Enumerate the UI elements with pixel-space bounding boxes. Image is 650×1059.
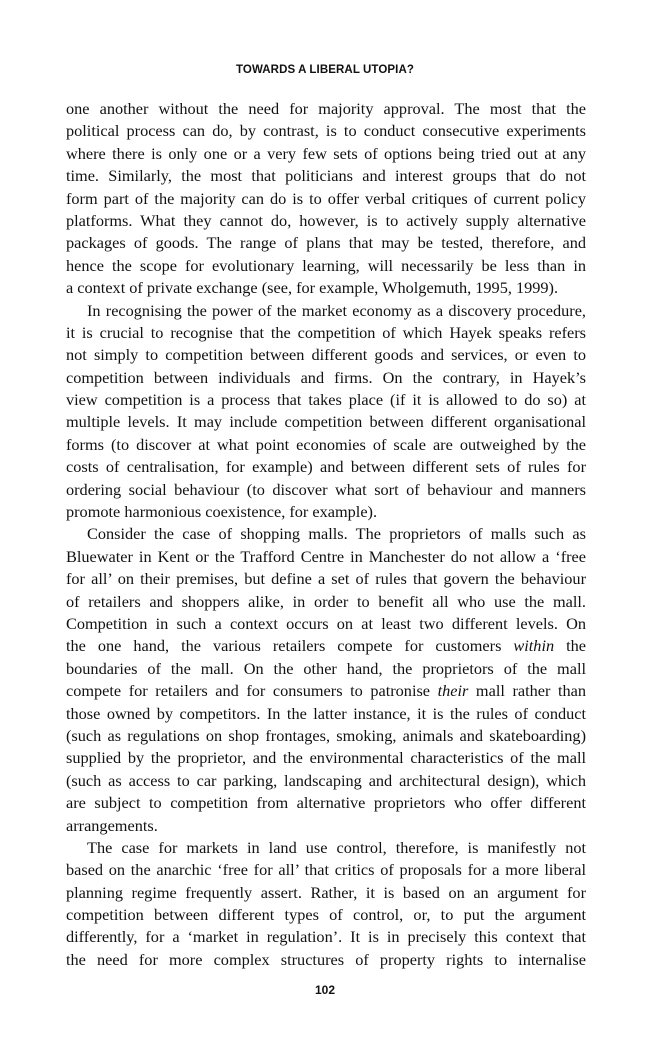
text-line: supplied by the proprietor, and the environmental characteristics of the mall <box>66 748 586 768</box>
text-line: it is crucial to recognise that the competition of which Hayek speaks refers <box>66 322 586 342</box>
text-line: for all’ on their premises, but define a set of rules that govern the behaviour <box>66 569 586 589</box>
text-segment: compete for retailers and for consumers to patronise <box>66 681 438 701</box>
text-line: hence the scope for evolutionary learning, will necessarily be less than in <box>66 255 586 275</box>
text-line: competition between different types of control, or, to put the argument <box>66 905 586 925</box>
text-line: planning regime frequently assert. Rather, it is based on an argument for <box>66 882 586 902</box>
text-line: not simply to competition between different goods and services, or even to <box>66 345 586 365</box>
italic-emphasis: within <box>513 636 555 656</box>
text-line: view competition is a process that takes place (if it is allowed to do so) at <box>66 390 586 410</box>
text-line: those owned by competitors. In the latter instance, it is the rules of conduct <box>66 703 586 723</box>
text-line: multiple levels. It may include competition between different organisational <box>66 412 586 432</box>
text-line: arrangements. <box>66 815 158 835</box>
text-line: form part of the majority can do is to offer verbal critiques of current policy <box>66 188 586 208</box>
text-line-with-italic <box>66 635 586 657</box>
paragraph-start-line: The case for markets in land use control, therefore, is manifestly not <box>87 837 586 857</box>
text-line: based on the anarchic ‘free for all’ that critics of proposals for a more liberal <box>66 860 586 880</box>
text-line: forms (to discover at what point economies of scale are outweighed by the <box>66 434 586 454</box>
text-line: platforms. What they cannot do, however, is to actively supply alternative <box>66 210 586 230</box>
text-line: Competition in such a context occurs on at least two different levels. On <box>66 613 586 633</box>
text-line: one another without the need for majority approval. The most that the <box>66 99 586 118</box>
text-line: ordering social behaviour (to discover what sort of behaviour and manners <box>66 479 586 499</box>
text-line: time. Similarly, the most that politicians and interest groups that do not <box>66 166 586 186</box>
text-line: boundaries of the mall. On the other hand, the proprietors of the mall <box>66 658 586 678</box>
text-line-with-italic <box>66 680 586 702</box>
text-line: Bluewater in Kent or the Trafford Centre in Manchester do not allow a ‘free <box>66 546 586 566</box>
body-text <box>66 98 586 971</box>
italic-emphasis: their <box>437 681 469 701</box>
text-segment: mall rather than <box>468 681 587 701</box>
text-line: the need for more complex structures of property rights to internalise <box>66 949 586 969</box>
text-line: are subject to competition from alternative proprietors who offer different <box>66 793 586 813</box>
paragraph-start-line: Consider the case of shopping malls. The proprietors of malls such as <box>87 524 586 544</box>
text-line: (such as access to car parking, landscaping and architectural design), which <box>66 770 586 790</box>
text-line: competition between individuals and firms. On the contrary, in Hayek’s <box>66 367 586 387</box>
running-head: TOWARDS A LIBERAL UTOPIA? <box>236 64 414 76</box>
text-line: differently, for a ‘market in regulation’. It is in precisely this context that <box>66 927 586 947</box>
text-line: political process can do, by contrast, is to conduct consecutive experiments <box>66 121 586 141</box>
text-line: a context of private exchange (see, for example, Wholgemuth, 1995, 1999). <box>66 278 559 298</box>
text-segment: the one hand, the various retailers compete for customers <box>66 636 514 656</box>
text-line: of retailers and shoppers alike, in order to benefit all who use the mall. <box>66 591 586 611</box>
text-line: costs of centralisation, for example) and between different sets of rules for <box>66 457 586 477</box>
text-line: promote harmonious coexistence, for example). <box>66 502 378 522</box>
page-number: 102 <box>314 983 336 997</box>
text-line: (such as regulations on shop frontages, smoking, animals and skateboarding) <box>66 725 586 745</box>
text-segment: the <box>554 636 586 656</box>
text-line: packages of goods. The range of plans that may be tested, therefore, and <box>66 233 586 253</box>
text-line: where there is only one or a very few sets of options being tried out at any <box>66 143 586 163</box>
paragraph-start-line: In recognising the power of the market economy as a discovery procedure, <box>87 300 586 320</box>
